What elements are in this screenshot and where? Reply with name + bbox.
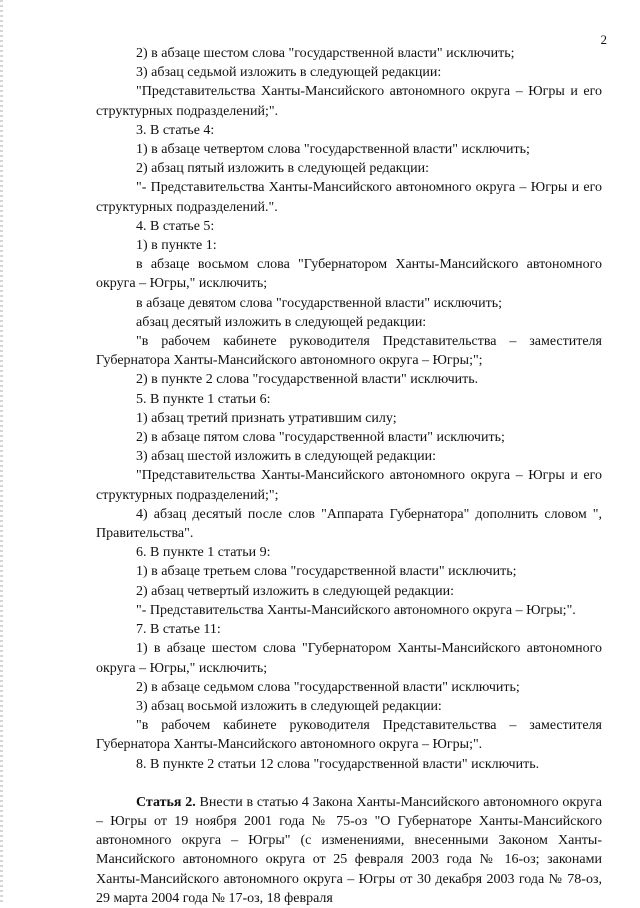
paragraph: в абзаце девятом слова "государственной власти" исключить;	[136, 295, 502, 311]
paragraph: 3) абзац седьмой изложить в следующей редакции:	[136, 65, 442, 81]
paragraph: 3. В статье 4:	[136, 122, 215, 138]
paragraph: 5. В пункте 1 статьи 6:	[136, 391, 271, 407]
paragraph: в абзаце восьмом слова "Губернатором Ханты-Мансийского автономного округа – Югры," исключить;	[96, 257, 602, 292]
paragraph: "- Представительства Ханты-Мансийского автономного округа – Югры и его структурных подразделений.".	[96, 180, 602, 215]
paragraph: абзац десятый изложить в следующей редакции:	[136, 314, 427, 330]
article-2-text: Внести в статью 4 Закона Ханты-Мансийского автономного округа – Югры от 19 ноября 2001 года № 75-оз "О Губернаторе Ханты-Мансийского автономного округа – Югры" (с изменениями, внесенными Законом Ханты-Мансийского автономного округа от 25 февраля 2003 года № 16-оз; законами Ханты-Мансийского автономного округа – Югры от 30 декабря 2003 года № 78-оз, 29 марта 2004 года № 17-оз, 18 февраля	[96, 794, 602, 906]
article-2-heading: Статья 2.	[136, 794, 196, 810]
paragraph: 1) абзац третий признать утратившим силу;	[136, 410, 397, 426]
document-body	[96, 44, 602, 908]
paragraph: 3) абзац восьмой изложить в следующей редакции:	[136, 698, 442, 714]
paragraph: 2) в абзаце седьмом слова "государственной власти" исключить;	[136, 679, 520, 695]
paragraph: 7. В статье 11:	[136, 622, 221, 638]
paragraph: 1) в абзаце шестом слова "Губернатором Ханты-Мансийского автономного округа – Югры," исключить;	[96, 641, 602, 676]
paragraph: "- Представительства Ханты-Мансийского автономного округа – Югры;".	[136, 602, 576, 618]
paragraph: 2) в абзаце шестом слова "государственной власти" исключить;	[136, 46, 515, 61]
paragraph: "в рабочем кабинете руководителя Представительства – заместителя Губернатора Ханты-Мансийского автономного округа – Югры;".	[96, 718, 602, 753]
paragraph: 3) абзац шестой изложить в следующей редакции:	[136, 449, 436, 465]
paragraph: 6. В пункте 1 статьи 9:	[136, 545, 271, 561]
paragraph: 2) в абзаце пятом слова "государственной власти" исключить;	[136, 430, 505, 446]
paragraph: 1) в абзаце третьем слова "государственной власти" исключить;	[136, 564, 517, 580]
paragraph: 1) в пункте 1:	[136, 238, 217, 254]
paragraph: "в рабочем кабинете руководителя Представительства – заместителя Губернатора Ханты-Мансийского автономного округа – Югры;";	[96, 334, 602, 369]
binding-edge	[0, 0, 3, 905]
article-2-paragraph	[96, 793, 602, 908]
paragraph: 1) в абзаце четвертом слова "государственной власти" исключить;	[136, 142, 530, 158]
paragraph: 8. В пункте 2 статьи 12 слова "государственной власти" исключить.	[136, 756, 540, 772]
paragraph: "Представительства Ханты-Мансийского автономного округа – Югры и его структурных подразделений;";	[96, 468, 602, 503]
paragraph: 2) абзац пятый изложить в следующей редакции:	[136, 161, 429, 177]
paragraph: 2) в пункте 2 слова "государственной власти" исключить.	[136, 372, 479, 388]
paragraph: 4. В статье 5:	[136, 218, 215, 234]
paragraph: 2) абзац четвертый изложить в следующей редакции:	[136, 583, 454, 599]
paragraph: 4) абзац десятый после слов "Аппарата Губернатора" дополнить словом ", Правительства".	[96, 506, 602, 542]
page-number: 2	[600, 32, 607, 47]
paragraph: "Представительства Ханты-Мансийского автономного округа – Югры и его структурных подразделений;".	[96, 84, 602, 119]
